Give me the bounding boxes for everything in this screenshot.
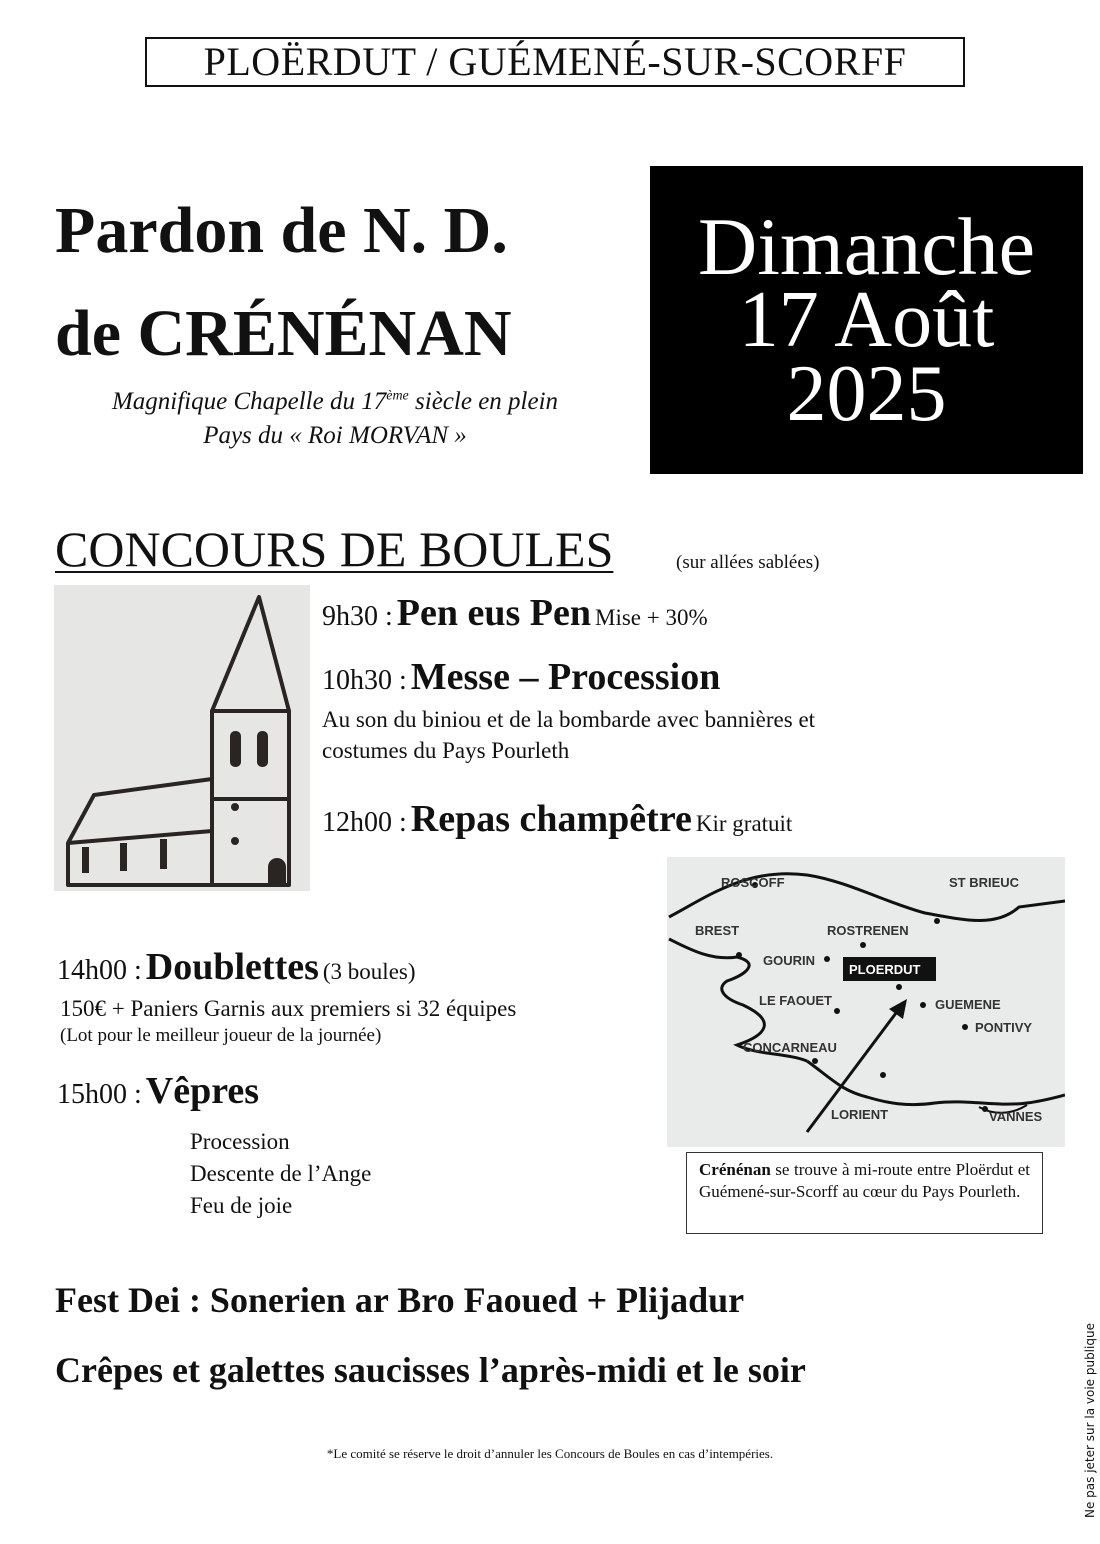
map-image: [667, 857, 1065, 1147]
map-label-le-faouet: LE FAOUET: [759, 993, 832, 1008]
map-label-pontivy: PONTIVY: [975, 1020, 1033, 1035]
repas-note: Kir gratuit: [695, 811, 793, 836]
messe-desc-line1: Au son du biniou et de la bombarde avec bannières et: [322, 707, 816, 732]
subtitle-line2: Pays du « Roi MORVAN »: [203, 422, 467, 449]
map-label-rostrenen: ROSTRENEN: [827, 923, 909, 938]
map-label-concarneau: CONCARNEAU: [743, 1040, 837, 1055]
church-icon: [54, 585, 310, 891]
schedule-repas: [322, 800, 792, 838]
repas-title: Repas champêtre: [410, 798, 692, 840]
vepres-list: [190, 1126, 371, 1222]
doublettes-desc: [60, 994, 516, 1049]
map-label-roscoff: ROSCOFF: [721, 875, 785, 890]
map-label-vannes: VANNES: [989, 1109, 1043, 1124]
date-date: 17 Août: [738, 276, 995, 365]
doublettes-note: (3 boules): [322, 959, 416, 984]
crepes-line: Crêpes et galettes saucisses l’après-midi et le soir: [55, 1350, 806, 1390]
map-label-guemene: GUEMENE: [935, 997, 1001, 1012]
messe-time: 10h30 :: [322, 665, 407, 696]
messe-desc: [322, 704, 1042, 766]
subtitle-line1: [40, 386, 630, 419]
pen-title: Pen eus Pen: [396, 592, 591, 634]
date-year: 2025: [786, 349, 947, 438]
map-caption: [686, 1152, 1043, 1234]
date-day: Dimanche: [698, 200, 1035, 292]
vepres-title: Vêpres: [145, 1070, 260, 1112]
doublettes-desc-line1: 150€ + Paniers Garnis aux premiers si 32 équipes: [60, 996, 517, 1021]
map-caption-text: se trouve à mi-route entre Ploërdut et Guémené-sur-Scorff au cœur du Pays Pourleth.: [699, 1160, 1030, 1202]
subtitle-sup: ème: [386, 388, 409, 404]
doublettes-desc-line2: (Lot pour le meilleur joueur de la journée): [60, 1024, 382, 1046]
schedule-vepres: [57, 1072, 259, 1110]
map-label-st-brieuc: ST BRIEUC: [949, 875, 1020, 890]
fest-dei-line: Fest Dei : Sonerien ar Bro Faoued + Plijadur: [55, 1280, 745, 1320]
map-label-ploerdut: PLOERDUT: [849, 962, 921, 977]
vepres-item: Feu de joie: [190, 1193, 293, 1218]
church-illustration: [54, 585, 310, 891]
doublettes-time: 14h00 :: [57, 955, 142, 986]
subtitle-text-b: siècle en plein: [408, 388, 559, 415]
side-note: Ne pas jeter sur la voie publique: [1083, 1323, 1097, 1518]
boules-note: (sur allées sablées): [676, 552, 820, 573]
header-location: PLOËRDUT / GUÉMENÉ-SUR-SCORFF: [145, 37, 965, 87]
messe-title: Messe – Procession: [410, 656, 721, 698]
vepres-item: Procession: [190, 1129, 290, 1154]
event-title-line1: Pardon de N. D.: [55, 194, 508, 267]
schedule-pen: [322, 594, 708, 632]
schedule-messe: [322, 658, 720, 696]
messe-desc-line2: costumes du Pays Pourleth: [322, 738, 570, 764]
vepres-item: Descente de l’Ange: [190, 1161, 372, 1186]
vepres-time: 15h00 :: [57, 1079, 142, 1110]
map-label-lorient: LORIENT: [831, 1107, 889, 1122]
date-box: [650, 166, 1083, 474]
map-label-gourin: GOURIN: [763, 953, 815, 968]
map-label-brest: BREST: [695, 923, 740, 938]
doublettes-title: Doublettes: [145, 946, 319, 988]
subtitle-text-a: Magnifique Chapelle du 17: [111, 388, 387, 415]
event-title: [55, 178, 512, 388]
schedule-doublettes: [57, 948, 416, 986]
disclaimer: *Le comité se réserve le droit d’annuler les Concours de Boules en cas d’intempéries.: [326, 1446, 774, 1461]
pen-time: 9h30 :: [322, 601, 393, 632]
event-title-line2: de CRÉNÉNAN: [55, 296, 512, 370]
map-caption-bold: Crénénan: [699, 1160, 771, 1179]
pen-note: Mise + 30%: [595, 605, 708, 630]
brittany-map: [667, 857, 1065, 1147]
boules-title: CONCOURS DE BOULES: [55, 521, 614, 577]
repas-time: 12h00 :: [322, 807, 407, 838]
